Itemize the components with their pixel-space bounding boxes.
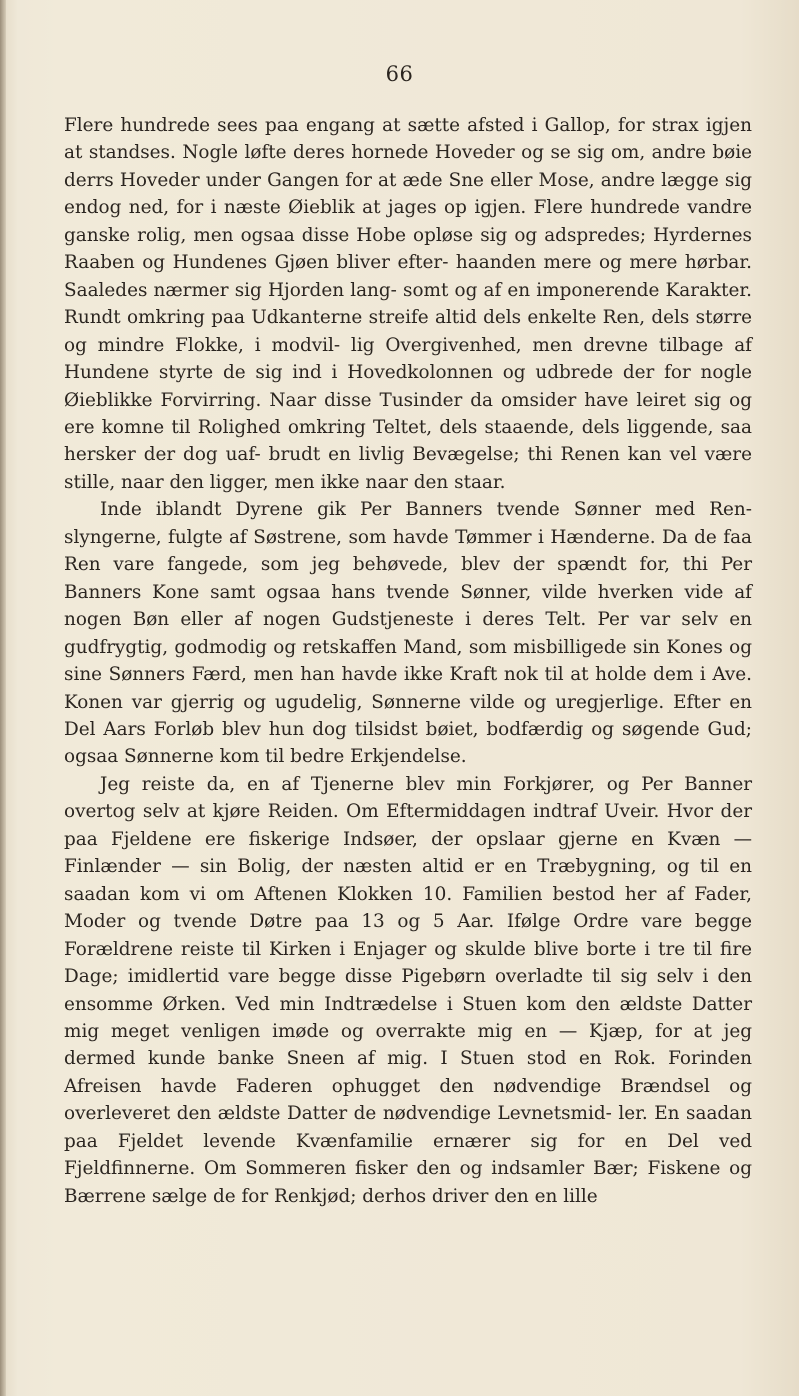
paragraph-1: Flere hundrede sees paa engang at sætte afsted i Gallop, for strax igjen at standses. Nogle løfte deres hornede Hoveder og se sig om, andre bøie derrs Hoveder under Gangen for at æde Sne eller Mose, andre lægge sig endog ned, for i næste Øieblik at jages op igjen. Flere hundrede vandre ganske rolig, men ogsaa disse Hobe opløse sig og adspredes; Hyrdernes Raaben og Hundenes Gjøen bliver efter- haanden mere og mere hørbar. Saaledes nærmer sig Hjorden lang- somt og af en imponerende Karakter. Rundt omkring paa Udkanterne streife altid dels enkelte Ren, dels større og mindre Flokke, i modvil- lig Overgivenhed, men drevne tilbage af Hundene styrte de sig ind i Hovedkolonnen og udbrede der for nogle Øieblikke Forvirring. Naar disse Tusinder da omsider have leiret sig og ere komne til Rolighed omkring Teltet, dels staaende, dels liggende, saa hersker der dog uaf- brudt en livlig Bevægelse; thi Renen kan vel være stille, naar den ligger, men ikke naar den staar. xyxy=(64,115,752,493)
paragraph-2: Inde iblandt Dyrene gik Per Banners tvende Sønner med Ren- slyngerne, fulgte af Søstrene, som havde Tømmer i Hænderne. Da de faa Ren vare fangede, som jeg behøvede, blev der spændt for, thi Per Banners Kone samt ogsaa hans tvende Sønner, vilde hverken vide af nogen Bøn eller af nogen Gudstjeneste i deres Telt. Per var selv en gudfrygtig, godmodig og retskaffen Mand, som misbilligede sin Kones og sine Sønners Færd, men han havde ikke Kraft nok til at holde dem i Ave. Konen var gjerrig og ugudelig, Sønnerne vilde og uregjerlige. Efter en Del Aars Forløb blev hun dog tilsidst bøiet, bodfærdig og søgende Gud; ogsaa Sønnerne kom til bedre Erkjendelse. xyxy=(64,499,752,768)
body-text xyxy=(64,112,752,1210)
page-number: 66 xyxy=(385,62,414,86)
book-spine-shadow xyxy=(0,0,6,1396)
paragraph-3: Jeg reiste da, en af Tjenerne blev min Forkjører, og Per Banner overtog selv at kjøre Reiden. Om Eftermiddagen indtraf Uveir. Hvor der paa Fjeldene ere fiskerige Indsøer, der opslaar gjerne en Kvæn — Finlænder — sin Bolig, der næsten altid er en Træbygning, og til en saadan kom vi om Aftenen Klokken 10. Familien bestod her af Fader, Moder og tvende Døtre paa 13 og 5 Aar. Ifølge Ordre vare begge Forældrene reiste til Kirken i Enjager og skulde blive borte i tre til fire Dage; imidlertid vare begge disse Pigebørn overladte til sig selv i den ensomme Ørken. Ved min Indtrædelse i Stuen kom den ældste Datter mig meget venligen imøde og overrakte mig en — Kjæp, for at jeg dermed kunde banke Sneen af mig. I Stuen stod en Rok. Forinden Afreisen havde Faderen ophugget den nødvendige Brændsel og overleveret den ældste Datter de nødvendige Levnetsmid- ler. En saadan paa Fjeldet levende Kvænfamilie ernærer sig for en Del ved Fjeldfinnerne. Om Sommeren fisker den og indsamler Bær; Fiskene og Bærrene sælge de for Renkjød; derhos driver den en lille xyxy=(64,773,752,1207)
